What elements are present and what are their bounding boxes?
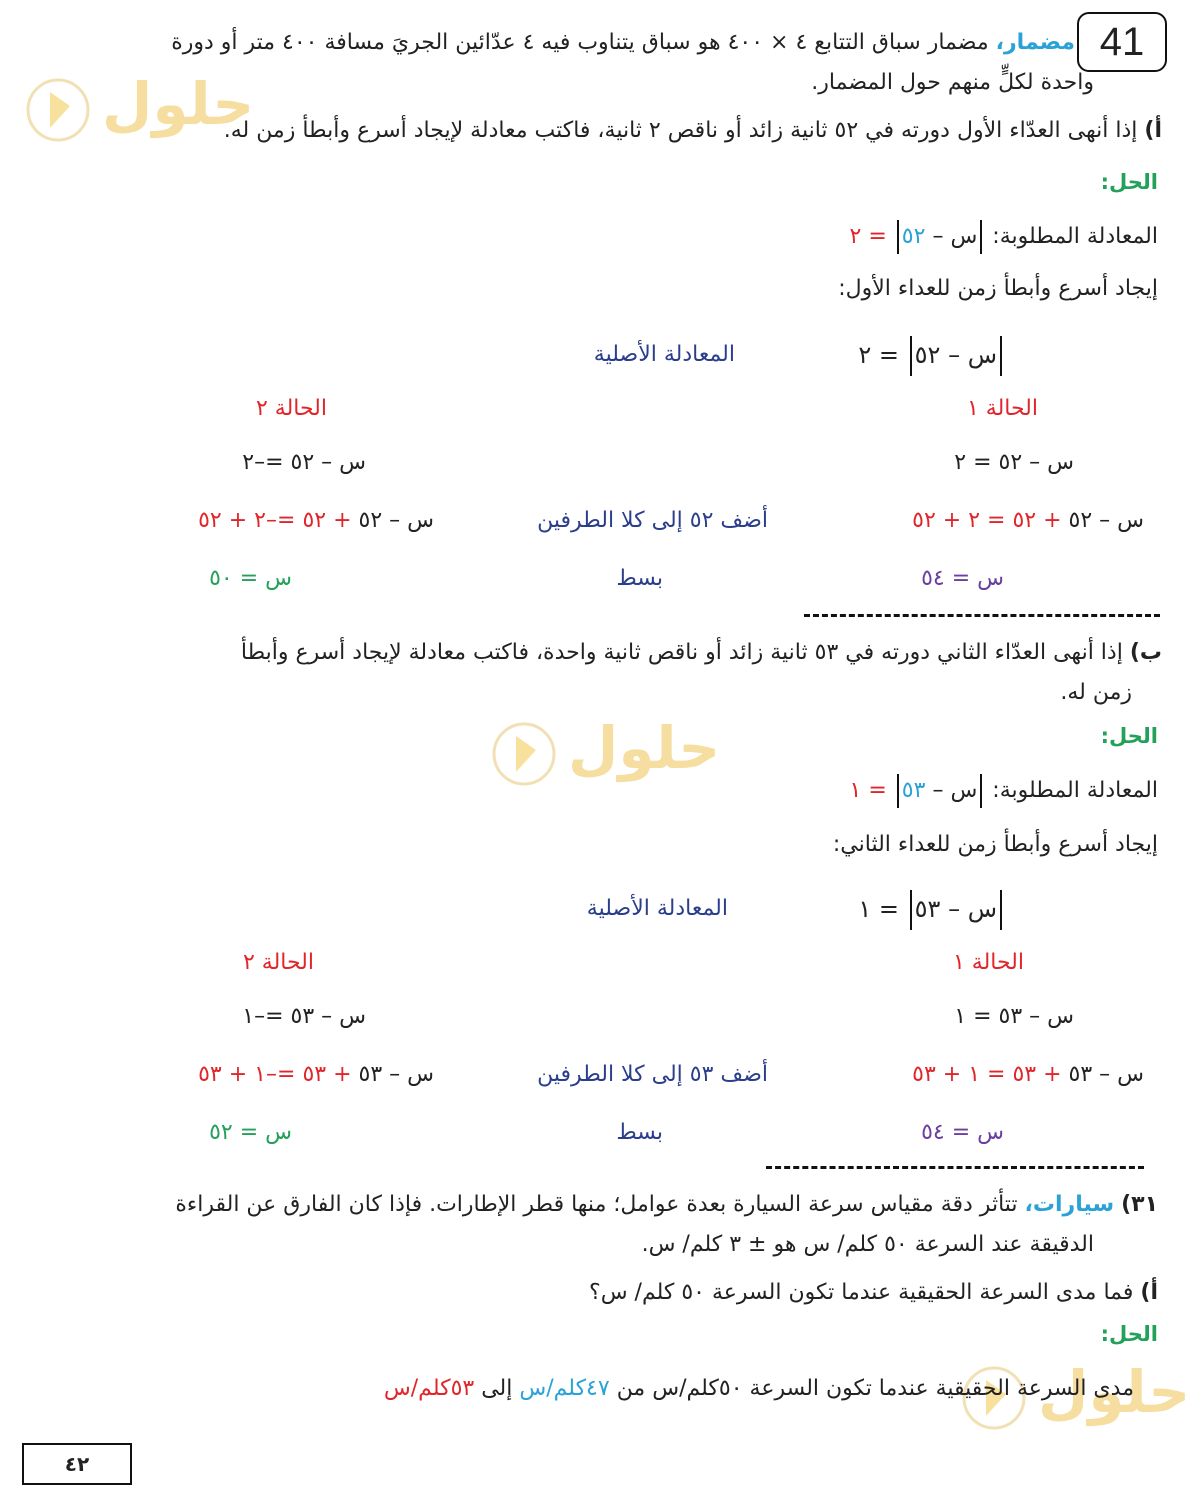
step-rest: + ٥٢ =–٢ + ٥٢ [198,508,352,533]
page-number-badge: 41 [1077,12,1167,72]
eq-rhs: = ١ [849,778,887,803]
q30b-required-eq [850,774,1158,808]
q30b-question-line1 [241,638,1162,668]
answer-mid: إلى [481,1376,513,1401]
q30a-case2-step2 [198,506,434,536]
q30a-original-eq [858,336,1005,376]
watermark-logo [492,714,721,798]
answer-high: ٥٣كلم/س [383,1376,475,1401]
eq-minus: – [932,224,944,249]
required-eq-label: المعادلة المطلوبة: [992,778,1158,803]
eq-rhs: = ٢ [849,224,887,249]
q30b-letter: ب) [1129,640,1162,665]
abs-bar [980,774,982,808]
q30-topic: مضمار، [995,30,1075,55]
q30a-case2-label: الحالة ٢ [255,396,327,421]
step-lhs: س – ٥٣ [358,1062,434,1087]
q31-intro-line2: الدقيقة عند السرعة ٥٠ كلم/ س هو ± ٣ كلم/ س. [641,1232,1094,1257]
q31a-letter: أ) [1140,1280,1158,1305]
page-footer-number: ٤٢ [22,1443,132,1485]
step-lhs: س – ٥٢ [1068,508,1144,533]
q30a-case1-step1: س – ٥٢ = ٢ [954,450,1074,475]
q30b-question-line2: زمن له. [1060,680,1132,705]
q30b-solution-label: الحل: [1100,724,1158,748]
abs-bar [897,774,899,808]
q30a-case2-result: س = ٥٠ [209,566,292,591]
q30b-original-eq [858,890,1005,930]
q30b-case1-result: س = ٥٤ [921,1120,1004,1145]
watermark-text: حلول [1038,1358,1191,1426]
abs-bar [1000,890,1002,930]
required-eq-label: المعادلة المطلوبة: [992,224,1158,249]
q30a-required-eq [850,220,1158,254]
q30b-case1-step1: س – ٥٣ = ١ [954,1004,1074,1029]
abs-bar [980,220,982,254]
eq-rhs: = ٢ [858,341,900,369]
watermark-text: حلول [568,714,721,782]
q31a-solution-label: الحل: [1100,1322,1158,1346]
answer-prefix: مدى السرعة الحقيقية عندما تكون السرعة ٥٠كلم/س من [616,1376,1134,1401]
q31a-question [589,1278,1158,1308]
eq-const: ٥٣ [901,778,926,803]
step-lhs: س – ٥٢ [358,508,434,533]
q30b-case2-step1: س – ٥٣ =–١ [242,1004,366,1029]
q30a-case1-label: الحالة ١ [966,396,1038,421]
q31a-answer [384,1374,1134,1404]
abs-bar [897,220,899,254]
q30a-solution-label: الحل: [1100,170,1158,194]
q30a-question [224,116,1162,146]
q30b-add-label: أضف ٥٣ إلى كلا الطرفين [537,1062,768,1087]
section-divider [804,614,1160,617]
q30b-find-label: إيجاد أسرع وأبطأ زمن للعداء الثاني: [832,832,1158,857]
q31-topic: سيارات، [1024,1192,1115,1217]
answer-low: ٤٧كلم/س [519,1376,610,1401]
step-rest: + ٥٣ =–١ + ٥٣ [198,1062,352,1087]
q30b-case2-label: الحالة ٢ [242,950,314,975]
q30-intro-text: مضمار سباق التتابع ٤ × ٤٠٠ هو سباق يتناوب فيه ٤ عدّائين الجريَ مسافة ٤٠٠ متر أو دورة [171,30,989,55]
q30b-case1-step2 [912,1060,1144,1090]
q31a-question-text: فما مدى السرعة الحقيقية عندما تكون السرعة ٥٠ كلم/ س؟ [589,1280,1134,1305]
step-lhs: س – ٥٣ [1068,1062,1144,1087]
q31-number: ٣١) [1121,1192,1158,1217]
eq-inner: س – ٥٣ [914,895,997,923]
q30a-question-text: إذا أنهى العدّاء الأول دورته في ٥٢ ثانية زائد أو ناقص ٢ ثانية، فاكتب معادلة لإيجاد أسرع وأبطأ زمن له. [223,118,1138,143]
q30a-case1-result: س = ٥٤ [921,566,1004,591]
abs-bar [1000,336,1002,376]
q30b-case2-result: س = ٥٢ [209,1120,292,1145]
watermark-logo [22,70,255,154]
q30a-original-label: المعادلة الأصلية [593,342,735,367]
q30a-case1-step2 [912,506,1144,536]
q30-intro-line1 [171,28,1075,58]
q30b-case1-label: الحالة ١ [952,950,1024,975]
q31-intro-line1 [175,1190,1158,1220]
abs-bar [910,336,912,376]
eq-const: ٥٢ [901,224,926,249]
q30a-letter: أ) [1144,118,1162,143]
eq-inner: س – ٥٢ [914,341,997,369]
step-rest: + ٥٢ = ٢ + ٥٢ [912,508,1062,533]
eq-var: س [950,224,978,249]
section-divider [766,1166,1144,1169]
q30b-simplify-label: بسط [616,1120,663,1145]
q31-intro-text: تتأثر دقة مقياس سرعة السيارة بعدة عوامل؛ منها قطر الإطارات. فإذا كان الفارق عن القراءة [175,1192,1018,1217]
q30-intro-line2: واحدة لكلٍّ منهم حول المضمار. [811,70,1094,95]
q30a-find-label: إيجاد أسرع وأبطأ زمن للعداء الأول: [838,276,1158,301]
q30b-original-label: المعادلة الأصلية [586,896,728,921]
eq-var: س [950,778,978,803]
step-rest: + ٥٣ = ١ + ٥٣ [912,1062,1062,1087]
q30a-case2-step1: س – ٥٢ =–٢ [242,450,366,475]
q30a-add-label: أضف ٥٢ إلى كلا الطرفين [537,508,768,533]
abs-bar [910,890,912,930]
q30b-question-text: إذا أنهى العدّاء الثاني دورته في ٥٣ ثانية زائد أو ناقص ثانية واحدة، فاكتب معادلة لإيجاد أسرع وأبطأ [240,640,1123,665]
eq-rhs: = ١ [858,895,900,923]
q30b-case2-step2 [198,1060,434,1090]
q30a-simplify-label: بسط [616,566,663,591]
eq-minus: – [932,778,944,803]
watermark-text: حلول [102,70,255,138]
